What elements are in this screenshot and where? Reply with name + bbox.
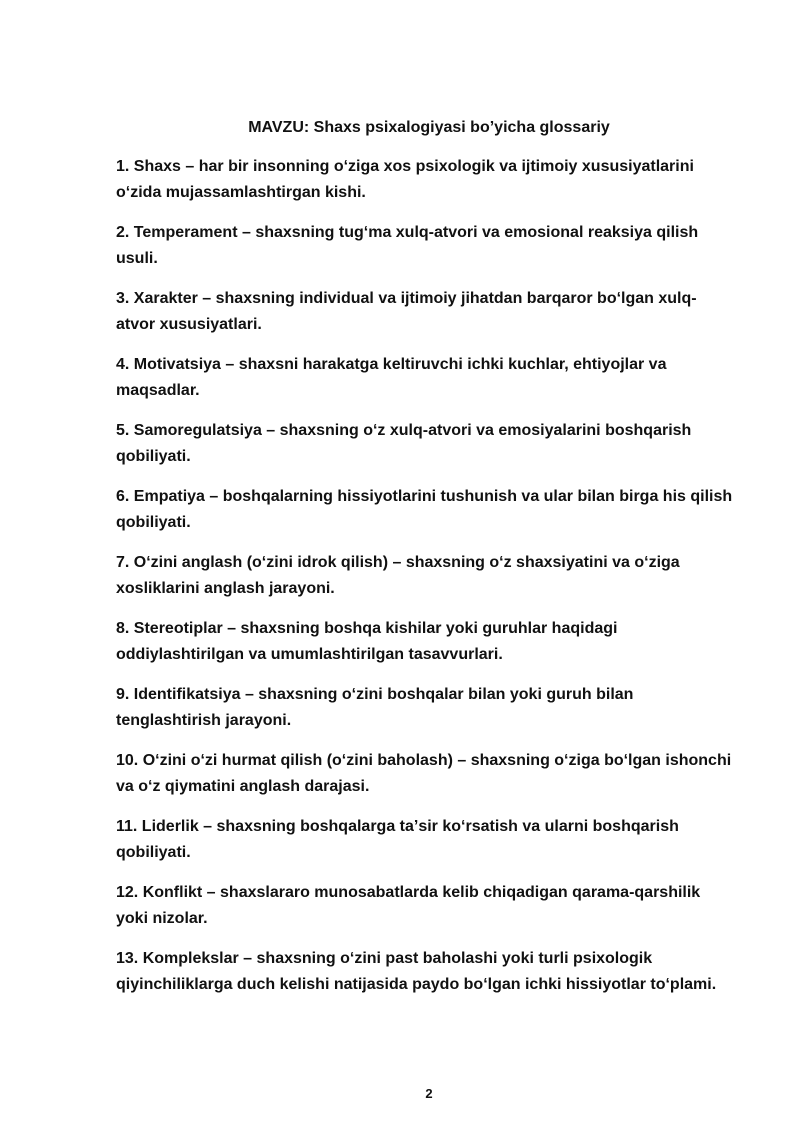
entry-text-line: oddiylashtirilgan va umumlashtirilgan tasavvurlari. xyxy=(116,645,503,663)
glossary-entry xyxy=(116,352,746,403)
entry-text-line: 4. Motivatsiya – shaxsni harakatga keltiruvchi ichki kuchlar, ehtiyojlar va xyxy=(116,356,667,373)
entry-text-line: qobiliyati. xyxy=(116,447,191,465)
glossary-entry xyxy=(116,616,746,667)
entry-text-line: yoki nizolar. xyxy=(116,909,208,927)
entry-text-line: va oʻz qiymatini anglash darajasi. xyxy=(116,777,370,795)
glossary-entry xyxy=(116,484,746,535)
glossary-entry xyxy=(116,946,746,997)
glossary-entry xyxy=(116,418,746,469)
entry-text-line: usuli. xyxy=(116,249,158,267)
entry-text-line: qiyinchiliklarga duch kelishi natijasida paydo boʻlgan ichki hissiyotlar toʻplami. xyxy=(116,975,717,993)
entry-text-line: 13. Komplekslar – shaxsning oʻzini past baholashi yoki turli psixologik xyxy=(116,950,653,967)
glossary-entry xyxy=(116,814,746,865)
entry-text-line: 7. Oʻzini anglash (oʻzini idrok qilish) – shaxsning oʻz shaxsiyatini va oʻziga xyxy=(116,554,680,571)
glossary-entry xyxy=(116,220,746,271)
entry-text-line: 5. Samoregulatsiya – shaxsning oʻz xulq-atvori va emosiyalarini boshqarish xyxy=(116,422,692,439)
entry-text-line: 11. Liderlik – shaxsning boshqalarga taʼsir koʻrsatish va ularni boshqarish xyxy=(116,818,679,835)
glossary-entry xyxy=(116,748,746,799)
entry-text-line: 12. Konflikt – shaxslararo munosabatlarda kelib chiqadigan qarama-qarshilik xyxy=(116,884,701,901)
entry-text-line: oʻzida mujassamlashtirgan kishi. xyxy=(116,183,366,201)
glossary-list xyxy=(116,154,746,1012)
page-number: 2 xyxy=(425,1086,433,1101)
glossary-entry xyxy=(116,682,746,733)
glossary-entry xyxy=(116,880,746,931)
entry-text-line: 6. Empatiya – boshqalarning hissiyotlarini tushunish va ular bilan birga his qilish xyxy=(116,488,733,505)
entry-text-line: 9. Identifikatsiya – shaxsning oʻzini boshqalar bilan yoki guruh bilan xyxy=(116,686,634,703)
glossary-entry xyxy=(116,154,746,205)
entry-text-line: tenglashtirish jarayoni. xyxy=(116,711,292,729)
entry-text-line: 2. Temperament – shaxsning tugʻma xulq-atvori va emosional reaksiya qilish xyxy=(116,224,699,241)
entry-text-line: 3. Xarakter – shaxsning individual va ijtimoiy jihatdan barqaror boʻlgan xulq- xyxy=(116,290,697,307)
entry-text-line: qobiliyati. xyxy=(116,513,191,531)
entry-text-line: 10. Oʻzini oʻzi hurmat qilish (oʻzini baholash) – shaxsning oʻziga boʻlgan ishonchi xyxy=(116,752,732,769)
entry-text-line: atvor xususiyatlari. xyxy=(116,315,262,333)
entry-text-line: xosliklarini anglash jarayoni. xyxy=(116,579,335,597)
entry-text-line: maqsadlar. xyxy=(116,381,200,399)
entry-text-line: 8. Stereotiplar – shaxsning boshqa kishilar yoki guruhlar haqidagi xyxy=(116,620,618,637)
entry-text-line: 1. Shaxs – har bir insonning oʻziga xos psixologik va ijtimoiy xususiyatlarini xyxy=(116,158,694,175)
glossary-entry xyxy=(116,286,746,337)
entry-text-line: qobiliyati. xyxy=(116,843,191,861)
page-title: MAVZU: Shaxs psixalogiyasi bo’yicha glossariy xyxy=(248,119,610,136)
glossary-entry xyxy=(116,550,746,601)
